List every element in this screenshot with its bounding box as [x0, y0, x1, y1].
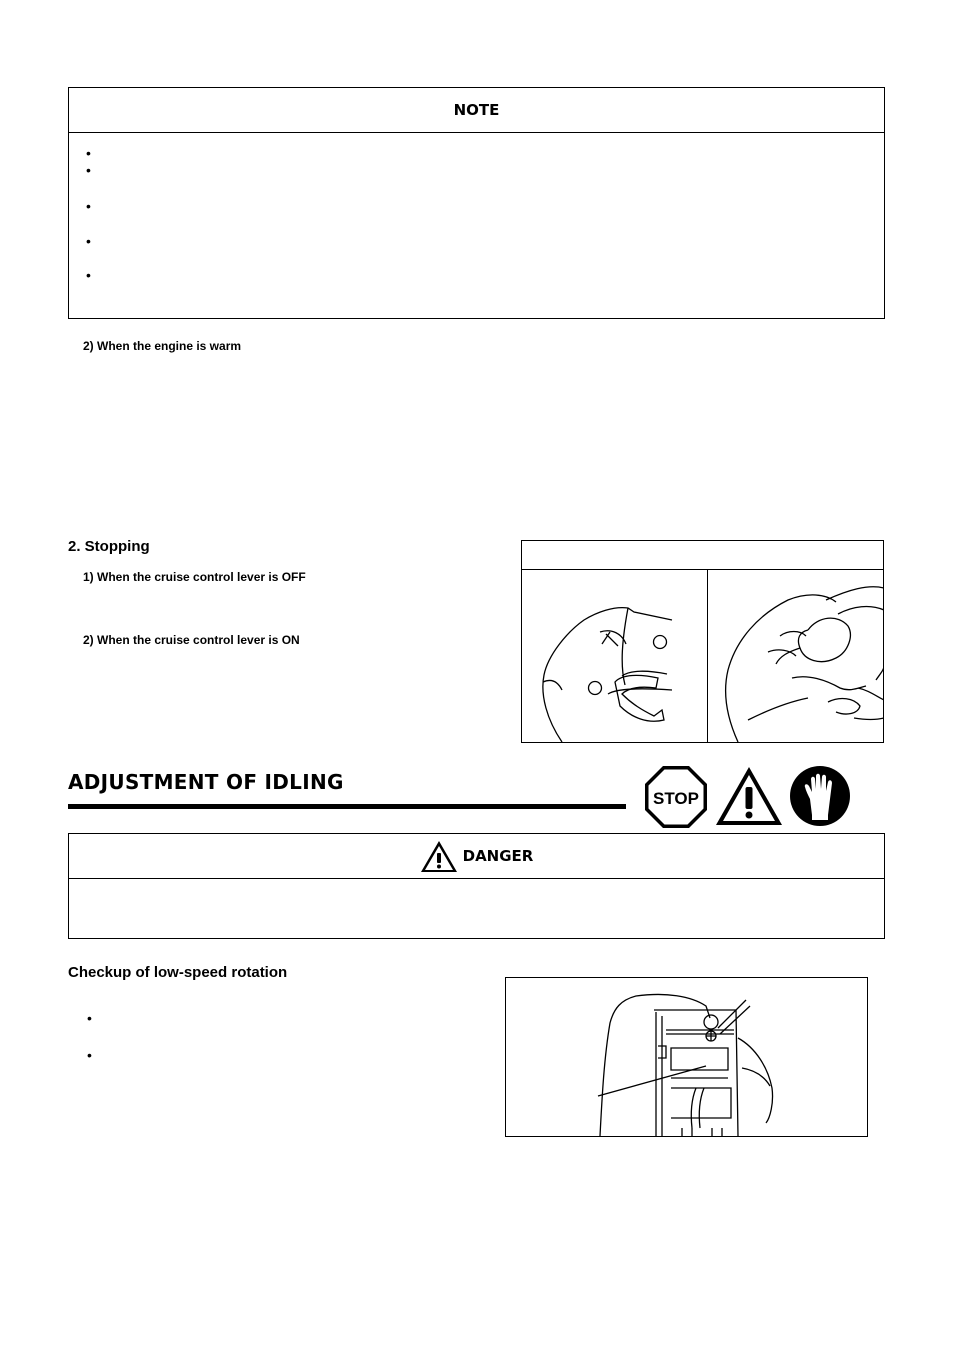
- carburetor-figure: [505, 977, 868, 1137]
- title-underline: [68, 804, 626, 809]
- danger-header: [69, 834, 884, 879]
- checkup-heading: Checkup of low-speed rotation: [68, 964, 288, 981]
- checkup-bullet: •: [87, 1010, 92, 1026]
- warm-engine-label: 2) When the engine is warm: [83, 339, 242, 353]
- checkup-bullet: •: [87, 1047, 92, 1063]
- warning-triangle-icon: [714, 765, 784, 827]
- carburetor-illustration: [506, 978, 867, 1136]
- danger-triangle-icon: [420, 840, 458, 873]
- stopping-figure: [521, 540, 884, 743]
- note-bullet: •: [86, 162, 91, 178]
- cruise-on-label: 2) When the cruise control lever is ON: [83, 633, 300, 647]
- danger-title: DANGER: [462, 847, 534, 865]
- note-bullet: •: [86, 233, 91, 249]
- gloves-icon: [788, 765, 852, 827]
- note-bullet: •: [86, 198, 91, 214]
- section-title: ADJUSTMENT OF IDLING: [68, 770, 344, 794]
- hand-pressing-lever-illustration: [708, 570, 884, 742]
- stop-sign-text: STOP: [653, 789, 699, 808]
- note-bullet: •: [86, 145, 91, 161]
- danger-box: [68, 833, 885, 939]
- note-box: [68, 87, 885, 319]
- stopping-heading: 2. Stopping: [68, 538, 150, 555]
- note-title: NOTE: [69, 88, 884, 133]
- throttle-lever-illustration: [522, 570, 707, 742]
- cruise-off-label: 1) When the cruise control lever is OFF: [83, 570, 306, 584]
- note-bullet: •: [86, 267, 91, 283]
- stop-sign-icon: [644, 765, 708, 829]
